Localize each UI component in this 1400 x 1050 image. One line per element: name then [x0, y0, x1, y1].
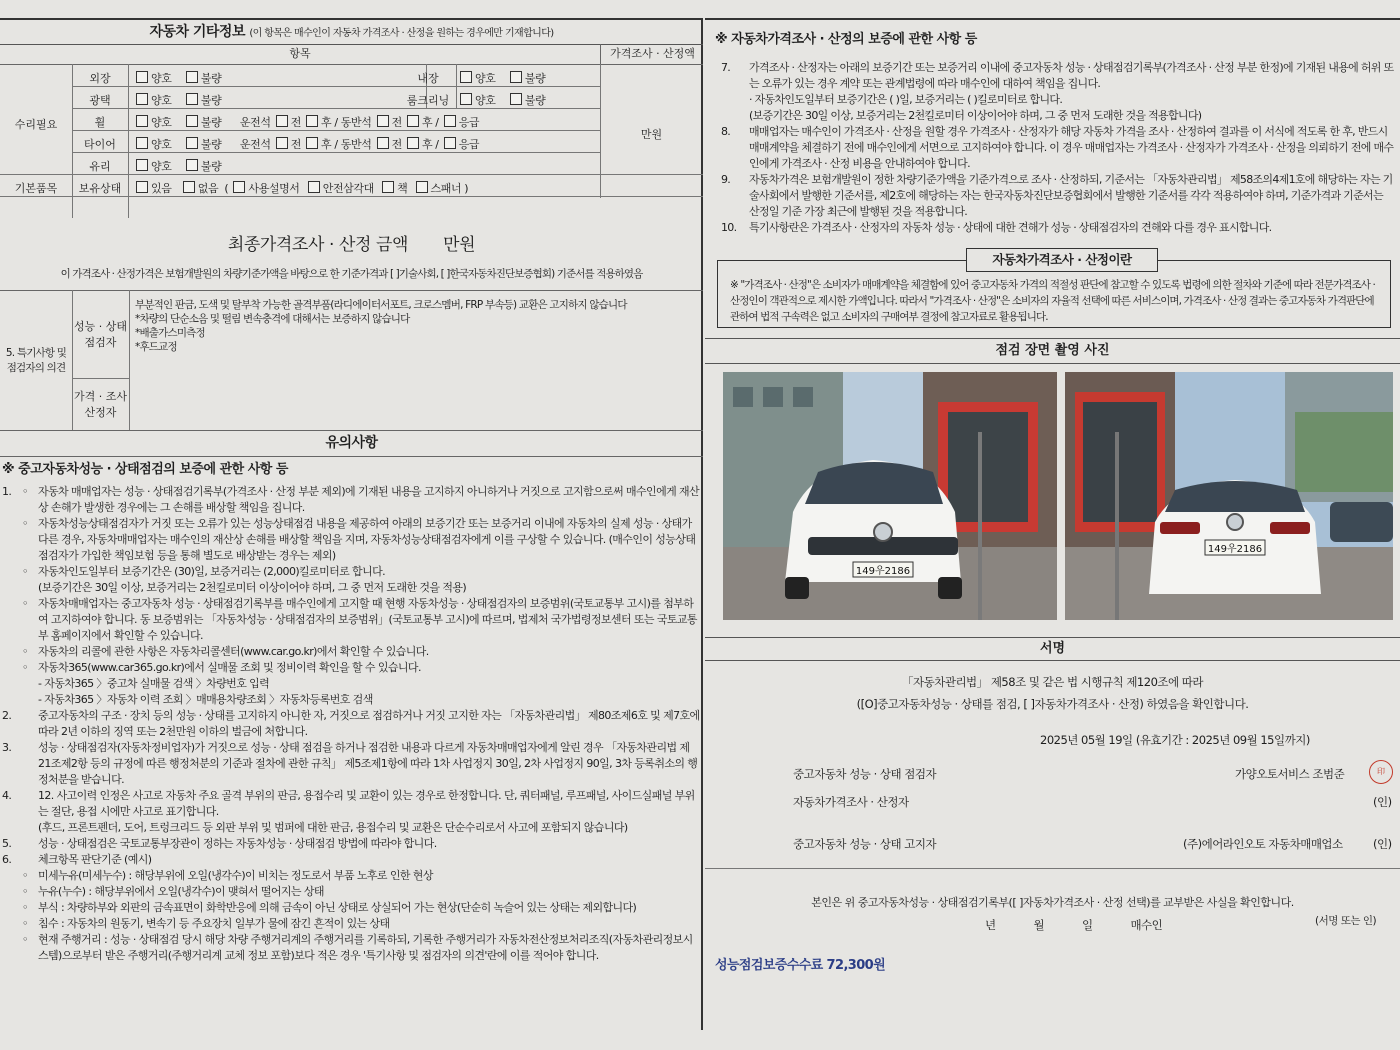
caution-item-text: - 자동차365 〉자동차 이력 조회 〉매매용차량조회 〉자동차등록번호 검색 — [38, 693, 373, 706]
tire-passenger-rear-checkbox[interactable] — [407, 137, 419, 149]
caution-item — [0, 916, 700, 932]
caution-item — [0, 564, 700, 580]
caution-item-text: 누유(누수) : 해당부위에서 오일(냉각수)이 맺혀서 떨어지는 상태 — [38, 885, 324, 898]
appraisal-item-number: 9. — [721, 173, 731, 186]
caution-item-text: 자동차인도일부터 보증기간은 (30)일, 보증거리는 (2,000)킬로미터로 합니다. — [38, 565, 386, 578]
appraisal-item-text: · 자동차인도일부터 보증기간은 ( )일, 보증거리는 ( )킬로미터로 합니다. — [749, 93, 1063, 106]
signature-law-line: 「자동차관리법」 제58조 및 같은 법 시행규칙 제120조에 따라 — [902, 675, 1203, 689]
interior-good-checkbox[interactable] — [460, 71, 472, 83]
caution-item-number: 4. — [2, 789, 12, 802]
caution-item-bullet: ◦ — [22, 917, 28, 930]
appraisal-item-text: (보증기간은 30일 이상, 보증거리는 2천킬로미터 이상이어야 하며, 그 중 먼저 도래한 것을 적용합니다) — [749, 109, 1202, 122]
interior-options: 양호 불량 — [458, 70, 545, 86]
right-column — [705, 18, 1400, 1010]
caution-item-number: 6. — [2, 853, 12, 866]
caution-item-bullet: ◦ — [22, 901, 28, 914]
exterior-options: 양호 불량 — [134, 70, 221, 86]
buyer-sign-mark: (서명 또는 인) — [1315, 915, 1377, 927]
repair-needed-label: 수리필요 — [14, 118, 58, 131]
notifier-name: (주)에어라인오토 자동차매매업소 — [1183, 837, 1343, 851]
caution-item-text: 자동차 매매업자는 성능 · 상태점검기록부(가격조사 · 산정 부분 제외)에 기재된 내용을 고지하지 아니하거나 거짓으로 고지함으로써 매수인에게 재산상 손해가 발생한 경우에는 그 손해를 배상할 책임을 집니다. — [38, 485, 700, 514]
tire-options: 양호 불량 운전석 전 후 / 동반석 전 후 / 응급 — [134, 136, 479, 152]
inspector-opinion-text: 부분적인 판금, 도색 및 탈부착 가능한 골격부품(라디에이터서포트, 크로스멤버, FRP 부속등) 교환은 고지하지 않습니다 *차량의 단순소음 및 떨림 변속충격에 대해서는 보증하지 않습니다 *배출가스미측정 *후드교정 — [135, 299, 627, 353]
caution-item-bullet: ◦ — [22, 933, 28, 946]
appraisal-guarantee-item — [715, 60, 1395, 92]
caution-item — [0, 644, 700, 660]
appraisal-guarantee-item — [715, 92, 1395, 108]
tire-passenger-front-checkbox[interactable] — [377, 137, 389, 149]
appraisal-item-number: 7. — [721, 61, 731, 74]
row-exterior: 외장 — [89, 72, 111, 85]
row-glass: 유리 — [89, 160, 111, 173]
wheel-emergency-checkbox[interactable] — [444, 115, 456, 127]
front-plate: 149우2186 — [855, 566, 911, 577]
basic-items-options: 있음 없음 ( 사용설명서 안전삼각대 책 스패너 ) — [134, 180, 468, 196]
other-info-column-header — [0, 44, 703, 65]
caution-item — [0, 836, 700, 852]
basic-have-checkbox[interactable] — [136, 181, 148, 193]
caution-item-bullet: ◦ — [22, 485, 28, 498]
glass-options: 양호 불량 — [134, 158, 221, 174]
appraisal-item-number: 10. — [721, 221, 737, 234]
appraisal-guarantee-item — [715, 108, 1395, 124]
wheel-driver-rear-checkbox[interactable] — [306, 115, 318, 127]
caution-item — [0, 596, 700, 644]
caution-item — [0, 516, 700, 564]
caution-item-text: 자동차매매업자는 중고자동차 성능 · 상태점검기록부를 매수인에게 고지할 때 현행 자동차성능 · 상태점검자의 보증범위(국토교통부 고시)를 첨부하여 고지하여야 합니다. 동 보증범위는 「자동차성능 · 상태점검자의 보증범위」(국토교통부 고시)에 따르며, 법제처 국가법령정보센터 또는 국토교통부 홈페이지에서 확인할 수 있습니다. — [38, 597, 697, 642]
wheel-passenger-front-checkbox[interactable] — [377, 115, 389, 127]
basic-none-checkbox[interactable] — [183, 181, 195, 193]
glass-good-checkbox[interactable] — [136, 159, 148, 171]
notifier-label: 중고자동차 성능 · 상태 고지자 — [793, 837, 937, 851]
caution-item — [0, 580, 700, 596]
caution-item-bullet: ◦ — [22, 869, 28, 882]
final-price-title: 최종가격조사 · 산정 금액 만원 — [227, 235, 476, 255]
tire-emergency-checkbox[interactable] — [444, 137, 456, 149]
wheel-options: 양호 불량 운전석 전 후 / 동반석 전 후 / 응급 — [134, 114, 479, 130]
appraisal-guarantee-list — [715, 60, 1395, 236]
caution-item — [0, 820, 700, 836]
row-wheel: 휠 — [94, 116, 106, 129]
signature-confirm-line: ([O]중고자동차성능 · 상태를 점검, [ ]자동차가격조사 · 산정) 하였음을 확인합니다. — [856, 697, 1249, 711]
inspector-opinion-label: 성능 · 상태 점검자 — [72, 290, 130, 379]
appraisal-item-text: 자동차가격은 보험개발원이 정한 차량기준가액을 기준가격으로 조사 · 산정하되, 기준서는 「자동차관리법」 제58조의4제1호에 해당하는 자는 기술사회에서 발행한 기준서를, 제2호에 해당하는 자는 한국자동차진단보증협회에서 발행한 기준서를 각각 적용하여야 하며, 기준가격과 기준서는 산정일 기준 가장 최근에 발행된 것을 적용합니다. — [749, 173, 1393, 218]
caution-item-number: 3. — [2, 741, 12, 754]
wheel-good-checkbox[interactable] — [136, 115, 148, 127]
gloss-options: 양호 불량 — [134, 92, 221, 108]
caution-item — [0, 692, 700, 708]
caution-item — [0, 484, 700, 516]
caution-item — [0, 740, 700, 788]
tire-driver-front-checkbox[interactable] — [276, 137, 288, 149]
row-room-cleaning: 룸크리닝 — [406, 94, 450, 107]
wheel-passenger-rear-checkbox[interactable] — [407, 115, 419, 127]
basic-status-label: 보유상태 — [78, 182, 122, 195]
appraisal-guarantee-item — [715, 172, 1395, 220]
tire-driver-rear-checkbox[interactable] — [306, 137, 318, 149]
appraiser-seal-mark: (인) — [1373, 795, 1392, 809]
rear-car-photo-svg — [1065, 372, 1393, 620]
appraisal-definition-box — [717, 252, 1391, 328]
exterior-good-checkbox[interactable] — [136, 71, 148, 83]
receipt-date-line: 년 월 일 매수인 — [985, 918, 1163, 932]
caution-item — [0, 884, 700, 900]
triangle-checkbox[interactable] — [308, 181, 320, 193]
row-interior: 내장 — [417, 72, 439, 85]
rear-plate: 149우2186 — [1207, 544, 1263, 555]
wheel-bad-checkbox[interactable] — [186, 115, 198, 127]
caution-item-bullet: ◦ — [22, 565, 28, 578]
special-notes-label: 5. 특기사항 및 점검자의 의견 — [0, 290, 73, 430]
final-price-note: 이 가격조사 · 산정가격은 보험개발원의 차량기준가액을 바탕으로 한 기준가격과 [ ]기술사회, [ ]한국자동차진단보증협회) 기준서를 적용하였음 — [60, 268, 643, 280]
caution-item-text: 침수 : 자동차의 원동기, 변속기 등 주요장치 일부가 물에 잠긴 흔적이 있는 상태 — [38, 917, 390, 930]
caution-item-text: 자동차의 리콜에 관한 사항은 자동차리콜센터(www.car.go.kr)에서 확인할 수 있습니다. — [38, 645, 429, 658]
caution-item-number: 1. — [2, 485, 12, 498]
caution-title: 유의사항 — [0, 430, 703, 457]
caution-item-number: 2. — [2, 709, 12, 722]
caution-item-number: 5. — [2, 837, 12, 850]
manual-checkbox[interactable] — [233, 181, 245, 193]
row-tire: 타이어 — [84, 138, 116, 151]
appraisal-definition-text: ※ "가격조사 · 산정"은 소비자가 매매계약을 체결함에 있어 중고자동차 가격의 적절성 판단에 참고할 수 있도록 법령에 의한 절차와 기준에 따라 전문가격조사 · 산정인이 객관적으로 제시한 가액입니다. 따라서 "가격조사 · 산정"은 소비자의 자율적 선택에 따른 서비스이며, 가격조사 · 산정 결과는 중고자동차 가격판단에 관하여 법적 구속력은 없고 소비자의 구매여부 결정에 참고자료로 활용됩니다. — [730, 279, 1375, 323]
caution-item-bullet: ◦ — [22, 885, 28, 898]
caution-item-text: 미세누유(미세누수) : 해당부위에 오일(냉각수)이 비치는 정도로서 부품 노후로 인한 현상 — [38, 869, 433, 882]
left-column — [0, 18, 703, 1030]
col-price: 가격조사 · 산정액 — [600, 44, 704, 64]
caution-item-text: - 자동차365 〉중고차 실매물 검색 〉차량번호 입력 — [38, 677, 270, 690]
front-car-photo — [723, 372, 1057, 620]
caution-item-text: 자동차성능상태점검자가 거짓 또는 오류가 있는 성능상태점검 내용을 제공하여 아래의 보증기간 또는 보증거리 이내에 자동차의 실제 성능 · 상태가 다른 경우, 자동차매매업자는 매수인의 재산상 손해를 배상할 책임을 지며, 자동차성능상태점검자에게 이를 구상할 수 있습니다. (매수인이 성능상태점검자가 가입한 책임보험 등을 통해 별도로 배상받는 경우는 제외) — [38, 517, 696, 562]
notifier-seal-mark: (인) — [1373, 837, 1392, 851]
caution-item — [0, 676, 700, 692]
receipt-line: 본인은 위 중고자동차성능 · 상태점검기록부([ ]자동차가격조사 · 산정 선택)를 교부받은 사실을 확인합니다. — [811, 896, 1294, 909]
basic-items-label: 기본품목 — [14, 182, 58, 195]
wheel-driver-front-checkbox[interactable] — [276, 115, 288, 127]
appraisal-item-text: 특기사항란은 가격조사 · 산정자의 자동차 성능 · 상태에 대한 견해가 성능 · 상태점검자의 견해와 다를 경우 표시합니다. — [749, 221, 1272, 234]
appraiser-opinion-label: 가격 · 조사 산정자 — [72, 378, 130, 430]
tire-good-checkbox[interactable] — [136, 137, 148, 149]
interior-bad-checkbox[interactable] — [510, 71, 522, 83]
exterior-bad-checkbox[interactable] — [186, 71, 198, 83]
col-item: 항목 — [289, 47, 311, 60]
caution-heading: ※ 중고자동차성능 · 상태점검의 보증에 관한 사항 등 — [2, 462, 288, 477]
row-gloss: 광택 — [89, 94, 111, 107]
caution-list — [0, 462, 700, 964]
caution-item — [0, 660, 700, 676]
caution-item — [0, 868, 700, 884]
gloss-bad-checkbox[interactable] — [186, 93, 198, 105]
spanner-checkbox[interactable] — [416, 181, 428, 193]
caution-item-text: 자동차365(www.car365.go.kr)에서 실매물 조회 및 정비이력 확인을 할 수 있습니다. — [38, 661, 421, 674]
special-notes-section — [0, 290, 703, 431]
caution-item-bullet: ◦ — [22, 597, 28, 610]
caution-item-text: 중고자동차의 구조 · 장치 등의 성능 · 상태를 고지하지 아니한 자, 거짓으로 점검하거나 거짓 고지한 자는 「자동차관리법」 제80조제6호 및 제7호에 따라 2년 이하의 징역 또는 2천만원 이하의 벌금에 처합니다. — [38, 709, 700, 738]
caution-item-bullet: ◦ — [22, 517, 28, 530]
caution-item-text: (후드, 프론트펜더, 도어, 트렁크리드 등 외판 부위 및 범퍼에 대한 판금, 용접수리 및 교환은 단순수리로서 사고에 포함되지 않습니다) — [38, 821, 628, 834]
appraiser-label: 자동차가격조사 · 산정자 — [793, 795, 909, 809]
caution-item-text: (보증기간은 30일 이상, 보증거리는 2천킬로미터 이상이어야 하며, 그 중 먼저 도래한 것을 적용) — [38, 581, 467, 594]
room-good-checkbox[interactable] — [460, 93, 472, 105]
inspector-seal: 印 — [1369, 760, 1393, 784]
gloss-good-checkbox[interactable] — [136, 93, 148, 105]
price-unit: 만원 — [640, 128, 663, 141]
appraisal-definition-title: 자동차가격조사 · 산정이란 — [966, 248, 1158, 272]
tire-bad-checkbox[interactable] — [186, 137, 198, 149]
caution-item-bullet: ◦ — [22, 661, 28, 674]
caution-item — [0, 708, 700, 740]
caution-item — [0, 852, 700, 868]
inspector-name: 가양오토서비스 조범준 — [1235, 767, 1345, 781]
caution-item-text: 12. 사고이력 인정은 사고로 자동차 주요 골격 부위의 판금, 용접수리 및 교환이 있는 경우로 한정합니다. 단, 쿼터패널, 루프패널, 사이드실패널 부위는 절단, 용접 시에만 사고로 표기합니다. — [38, 789, 695, 818]
appraisal-item-text: 가격조사 · 산정자는 아래의 보증기간 또는 보증거리 이내에 중고자동차 성능 · 상태점검기록부(가격조사 · 산정 부분 한정)에 기재된 내용에 허위 또는 오류가 있는 경우 계약 또는 관계법령에 따라 매수인에 대하여 책임을 집니다. — [749, 61, 1394, 90]
caution-item-text: 현재 주행거리 : 성능 · 상태점검 당시 해당 차량 주행거리계의 주행거리를 기록하되, 기록한 주행거리가 자동차전산정보처리조직(자동차관리정보시스템)으로부터 받은 주행거리(주행거리계 교체 정보 포함)보다 적은 경우 '특기사항 및 점검자의 의견'란에 이를 적어야 합니다. — [38, 933, 693, 962]
room-cleaning-options: 양호 불량 — [458, 92, 545, 108]
front-car-photo-svg — [723, 372, 1057, 620]
caution-item-text: 성능 · 상태점검자(자동차정비업자)가 거짓으로 성능 · 상태 점검을 하거나 점검한 내용과 다르게 자동차매매업자에게 알린 경우 「자동차관리법 제21조제2항 등의 규정에 따른 행정처분의 기준과 절차에 관한 규칙」 제5조제1항에 따라 1차 사업정지 30일, 2차 사업정지 90일, 3차 등록취소의 행정처분을 받습니다. — [38, 741, 698, 786]
appraisal-guarantee-item — [715, 124, 1395, 172]
rear-car-photo — [1065, 372, 1393, 620]
caution-item-text: 성능 · 상태점검은 국토교통부장관이 정하는 자동차성능 · 상태점검 방법에 따라야 합니다. — [38, 837, 437, 850]
book-checkbox[interactable] — [382, 181, 394, 193]
appraisal-item-text: 매매업자는 매수인이 가격조사 · 산정을 원할 경우 가격조사 · 산정자가 해당 자동차 가격을 조사 · 산정하여 결과를 이 서식에 적도록 한 후, 반드시 매매계약을 체결하기 전에 매수인에게 서면으로 고지하여야 합니다. 이 경우 매매업자는 가격조사 · 산정자가 가격조사 · 산정을 의뢰하기 전에 매수인에게 가격조사 · 산정 비용을 안내하여야 합니다. — [749, 125, 1394, 170]
appraisal-guarantee-item — [715, 220, 1395, 236]
appraisal-guarantee-title: ※ 자동차가격조사 · 산정의 보증에 관한 사항 등 — [715, 32, 977, 47]
appraisal-item-number: 8. — [721, 125, 731, 138]
other-info-header: 자동차 기타정보 (이 항목은 매수인이 자동차 가격조사 · 산정을 원하는 경우에만 기재합니다) — [0, 20, 703, 45]
caution-item-text: 부식 : 차량하부와 외판의 금속표면이 화학반응에 의해 금속이 아닌 상태로 상실되어 가는 현상(단순히 녹슬어 있는 상태는 제외합니다) — [38, 901, 637, 914]
inspection-fee: 성능점검보증수수료 72,300원 — [715, 958, 886, 973]
caution-item — [0, 932, 700, 964]
signature-title: 서명 — [705, 637, 1400, 661]
caution-item — [0, 788, 700, 820]
caution-item — [0, 900, 700, 916]
photo-section-title: 점검 장면 촬영 사진 — [705, 338, 1400, 364]
glass-bad-checkbox[interactable] — [186, 159, 198, 171]
signature-date: 2025년 05월 19일 (유효기간 : 2025년 09월 15일까지) — [1040, 733, 1310, 747]
inspector-label: 중고자동차 성능 · 상태 점검자 — [793, 767, 937, 781]
caution-item-text: 체크항목 판단기준 (예시) — [38, 853, 152, 866]
final-price-section — [0, 212, 703, 291]
room-bad-checkbox[interactable] — [510, 93, 522, 105]
caution-item-bullet: ◦ — [22, 645, 28, 658]
